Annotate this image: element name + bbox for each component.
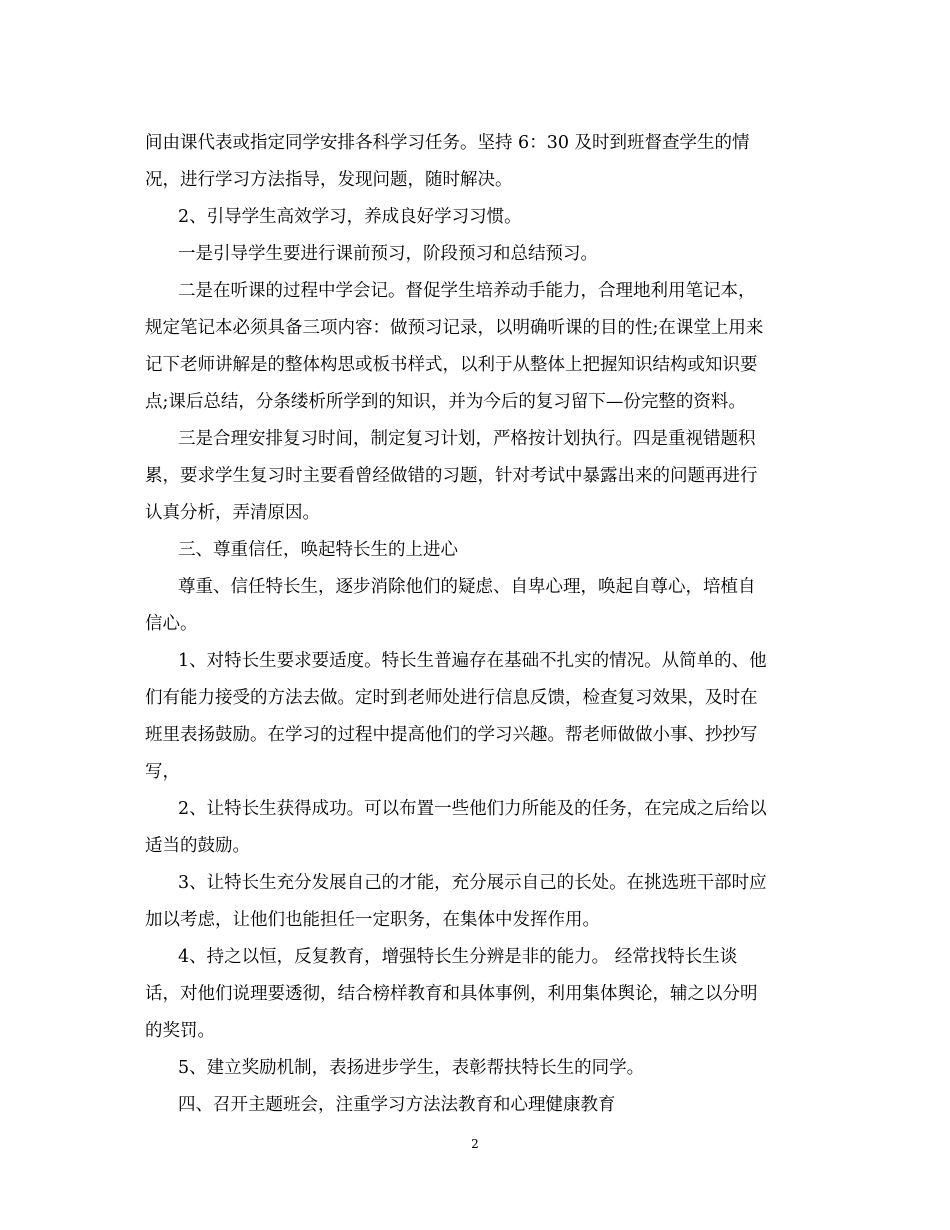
paragraph-line: 2、让特长生获得成功。可以布置一些他们力所能及的任务，在完成之后给以 [178, 799, 767, 819]
paragraph-line: 3、让特长生充分发展自己的才能，充分展示自己的长处。在挑选班干部时应 [178, 873, 767, 893]
paragraph-line: 1、对特长生要求要适度。特长生普遍存在基础不扎实的情况。从简单的、他 [178, 651, 767, 671]
paragraph-line: 一是引导学生要进行课前预习，阶段预习和总结预习。 [178, 244, 598, 264]
paragraph-line: 信心。 [145, 614, 198, 634]
paragraph-line: 加以考虑，让他们也能担任一定职务，在集体中发挥作用。 [145, 910, 600, 930]
paragraph-line: 5、建立奖励机制，表扬进步学生，表彰帮扶特长生的同学。 [178, 1058, 645, 1078]
paragraph-line: 话，对他们说理要透彻，结合榜样教育和具体事例，利用集体舆论，辅之以分明 [145, 984, 758, 1004]
paragraph-line: 认真分析，弄清原因。 [145, 503, 320, 523]
paragraph-line: 适当的鼓励。 [145, 836, 250, 856]
paragraph-line: 三是合理安排复习时间，制定复习计划，严格按计划执行。四是重视错题积 [178, 429, 756, 449]
paragraph-line: 的奖罚。 [145, 1021, 215, 1041]
paragraph-line: 累，要求学生复习时主要看曾经做错的习题，针对考试中暴露出来的问题再进行 [145, 466, 758, 486]
paragraph-line: 记下老师讲解是的整体构思或板书样式，以利于从整体上把握知识结构或知识要 [145, 355, 758, 375]
paragraph-line: 4、持之以恒，反复教育，增强特长生分辨是非的能力。 经常找特长生谈 [178, 947, 738, 967]
paragraph-line: 间由课代表或指定同学安排各科学习任务。坚持 6：30 及时到班督查学生的情 [145, 133, 750, 153]
paragraph-line: 班里表扬鼓励。在学习的过程中提高他们的学习兴趣。帮老师做做小事、抄抄写 [145, 725, 758, 745]
paragraph-line: 况，进行学习方法指导，发现问题，随时解决。 [145, 170, 513, 190]
paragraph-line: 2、引导学生高效学习，养成良好学习习惯。 [178, 207, 522, 227]
paragraph-line: 二是在听课的过程中学会记。督促学生培养动手能力，合理地利用笔记本， [178, 281, 756, 301]
section-heading: 四、召开主题班会，注重学习方法法教育和心理健康教育 [178, 1095, 616, 1115]
paragraph-line: 点;课后总结，分条缕析所学到的知识，并为今后的复习留下—份完整的资料。 [145, 392, 746, 412]
paragraph-line: 规定笔记本必须具备三项内容：做预习记录，以明确听课的目的性;在课堂上用来 [145, 318, 764, 338]
page-number: 2 [471, 1137, 479, 1151]
paragraph-line: 们有能力接受的方法去做。定时到老师处进行信息反馈，检查复习效果，及时在 [145, 688, 758, 708]
paragraph-line: 写， [145, 762, 180, 782]
section-heading: 三、尊重信任，唤起特长生的上进心 [178, 540, 458, 560]
paragraph-line: 尊重、信任特长生，逐步消除他们的疑虑、自卑心理，唤起自尊心，培植自 [178, 577, 756, 597]
